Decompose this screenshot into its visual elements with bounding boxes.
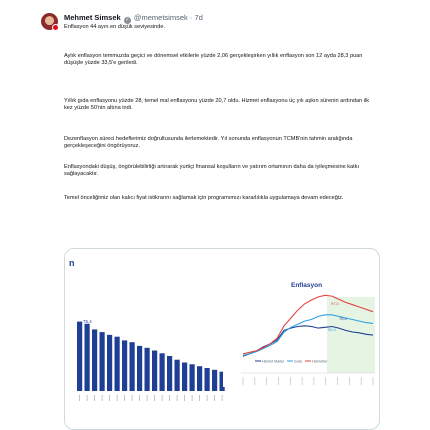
legend-label: Hizmet Mallar: [262, 359, 284, 364]
right-panel-title: Enflasyon: [291, 282, 323, 289]
bar: [77, 322, 82, 391]
tweet-paragraph: Dezenflasyon süreci hedeflerimiz doğrultusunda ilerlemektedir. Yıl sonunda enflasyonun TCMB'nin tahmin aralığında gerçekleşeceğini öngörüyoruz.: [64, 136, 353, 150]
bar: [205, 368, 210, 391]
bar: [190, 364, 195, 391]
tweet-paragraph: Enflasyondaki düşüş, öngörülebilirliği artırarak yurtiçi finansal koşulların ve yatırım ortamının daha da iyileşmesine katkı sağlayacaktır.: [64, 164, 360, 178]
flag-badge: [52, 24, 59, 31]
tweet-header: [64, 13, 203, 24]
annotation-label: 50,4: [328, 327, 336, 332]
tweet-time[interactable]: 7d: [194, 13, 203, 22]
bar: [175, 360, 180, 391]
tweet-paragraph: Temel önceliğimiz olan kalıcı fiyat istikrarını sağlamak için programımızı kararlılıkla uygulamaya devam edeceğiz.: [64, 195, 344, 201]
legend-label: Gıda: [294, 359, 302, 364]
inflation-chart: [65, 249, 380, 430]
bar: [145, 348, 150, 391]
tweet-paragraph: Enflasyon 44 ayın en düşük seviyesinde.: [64, 24, 166, 30]
bar: [197, 366, 202, 391]
bar: [92, 329, 97, 391]
bar: [212, 370, 217, 391]
tweet-paragraph: Yıllık gıda enflasyonu yüzde 28, temel mal enflasyonu yüzde 20,7 oldu. Hizmet enflasyonu üç yılı aşkın sürenin ardından ilk kez yüzde 50'nin altına indi.: [64, 98, 370, 112]
tweet-media-image[interactable]: [64, 248, 380, 430]
bar: [122, 340, 127, 391]
bar: [100, 332, 105, 391]
tweet-paragraph: Aylık enflasyon temmuzda geçici ve dönemsel etkilerle yüzde 2,06 gerçekleşirken yıllık enflasyon son 12 ayda 28,3 puan düşüşle yüzde 33,5'e geriledi.: [64, 53, 363, 67]
bar: [182, 363, 187, 392]
bar: [160, 353, 165, 391]
right-panel: [223, 273, 379, 387]
verified-badge-icon: ✓: [125, 17, 130, 23]
bar: [167, 356, 172, 391]
left-panel-title: n: [69, 258, 75, 268]
author-handle[interactable]: @memetsimsek: [133, 13, 188, 22]
bar: [152, 351, 157, 392]
avatar[interactable]: [41, 13, 58, 30]
bar: [115, 337, 120, 391]
annotation-label: 97,0: [331, 301, 339, 306]
bar: [107, 335, 112, 391]
legend-label: Hizmetler: [312, 359, 328, 364]
bar: [130, 342, 135, 391]
annotation-label: 75,4: [339, 316, 347, 321]
separator: ·: [189, 13, 193, 22]
bar: [85, 324, 90, 391]
bar: [137, 346, 142, 391]
author-name[interactable]: Mehmet Simsek: [64, 13, 121, 22]
bar-value-label: 75,4: [83, 319, 92, 324]
